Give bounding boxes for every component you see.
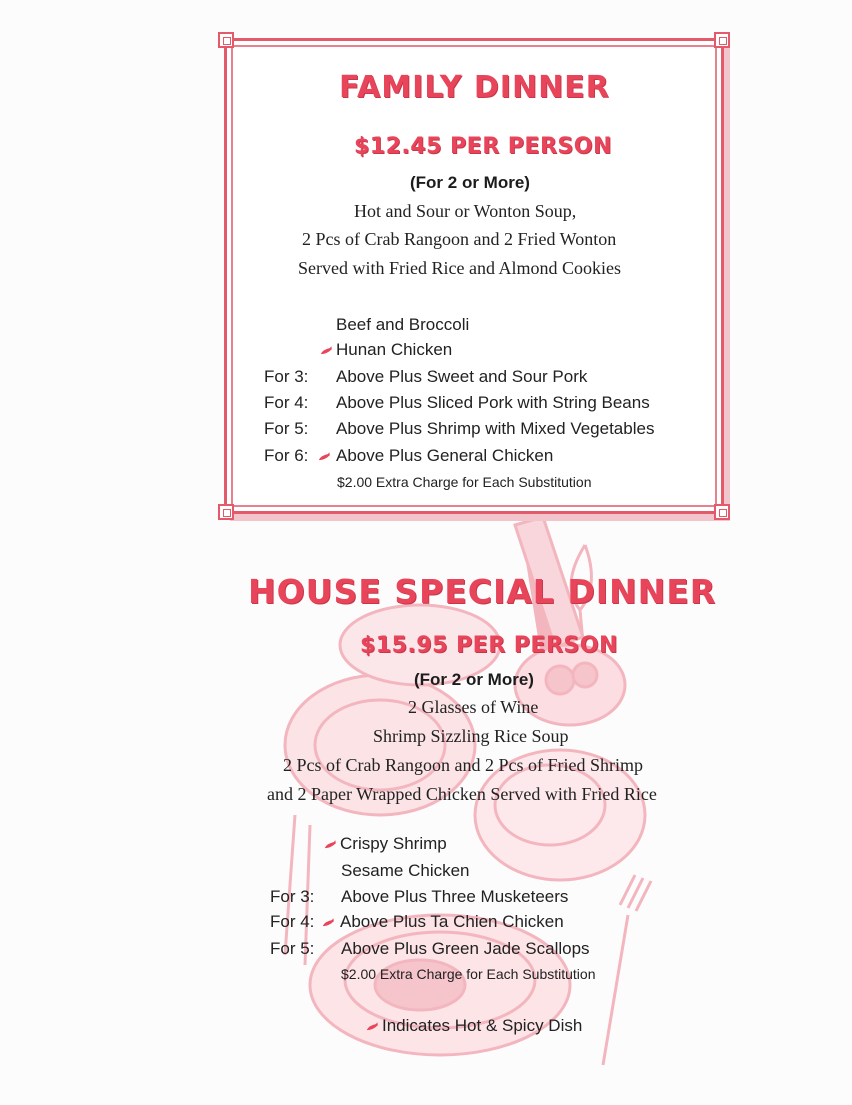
house-include-line: and 2 Paper Wrapped Chicken Served with Fried Rice [267, 784, 657, 804]
house-include-line: Shrimp Sizzling Rice Soup [373, 726, 569, 746]
house-special-minimum: (For 2 or More) [414, 670, 534, 689]
family-item-text: Above Plus Shrimp with Mixed Vegetables [336, 419, 655, 438]
family-dinner-price: $12.45 PER PERSON [354, 134, 612, 159]
family-include-line: 2 Pcs of Crab Rangoon and 2 Fried Wonton [302, 229, 617, 249]
house-substitution-note: $2.00 Extra Charge for Each Substitution [341, 966, 596, 982]
house-item [270, 939, 590, 959]
family-include-line: Served with Fried Rice and Almond Cookies [298, 258, 621, 278]
family-item [264, 419, 654, 439]
family-item-text: Beef and Broccoli [336, 315, 470, 334]
family-item-prefix: For 6: [264, 446, 309, 465]
family-substitution-note: $2.00 Extra Charge for Each Substitution [337, 474, 592, 490]
chili-pepper-icon [319, 345, 333, 356]
frame-corner-bottom-right [714, 504, 730, 520]
house-item-text: Above Plus Ta Chien Chicken [340, 912, 564, 931]
house-special-title: HOUSE SPECIAL DINNER [248, 572, 717, 611]
family-item-prefix: For 4: [264, 393, 309, 412]
house-item-text: Above Plus Green Jade Scallops [341, 939, 590, 958]
house-item-prefix: For 3: [270, 887, 315, 906]
family-item-prefix: For 3: [264, 367, 309, 386]
frame-corner-bottom-left [218, 504, 234, 520]
house-include-line: 2 Pcs of Crab Rangoon and 2 Pcs of Fried Shrimp [283, 755, 643, 775]
family-item-text: Above Plus Sweet and Sour Pork [336, 367, 588, 386]
chili-pepper-icon [317, 451, 331, 462]
house-item-prefix: For 5: [270, 939, 315, 958]
house-special-price: $15.95 PER PERSON [360, 633, 618, 658]
spicy-legend [366, 1016, 582, 1036]
house-item-text: Crispy Shrimp [340, 834, 447, 853]
family-item [264, 393, 650, 413]
house-item [270, 887, 568, 907]
family-item [320, 340, 452, 360]
family-include-line: Hot and Sour or Wonton Soup, [354, 201, 577, 221]
chili-pepper-icon [365, 1021, 379, 1032]
house-include-line: 2 Glasses of Wine [408, 697, 539, 717]
house-item [341, 861, 470, 881]
house-item-text: Above Plus Three Musketeers [341, 887, 569, 906]
house-item [270, 912, 564, 932]
family-item [264, 367, 587, 387]
family-item [264, 446, 553, 466]
family-dinner-minimum: (For 2 or More) [410, 173, 530, 192]
family-item-prefix: For 5: [264, 419, 309, 438]
chili-pepper-icon [323, 839, 337, 850]
spicy-legend-text: Indicates Hot & Spicy Dish [382, 1016, 583, 1035]
chili-pepper-icon [321, 917, 335, 928]
house-item-prefix: For 4: [270, 912, 315, 931]
family-item-text: Hunan Chicken [336, 340, 453, 359]
frame-corner-top-right [714, 32, 730, 48]
family-item-text: Above Plus General Chicken [336, 446, 554, 465]
family-item [336, 315, 469, 335]
frame-corner-top-left [218, 32, 234, 48]
family-item-text: Above Plus Sliced Pork with String Beans [336, 393, 650, 412]
house-item [324, 834, 447, 854]
house-item-text: Sesame Chicken [341, 861, 470, 880]
family-dinner-title: FAMILY DINNER [339, 70, 610, 105]
